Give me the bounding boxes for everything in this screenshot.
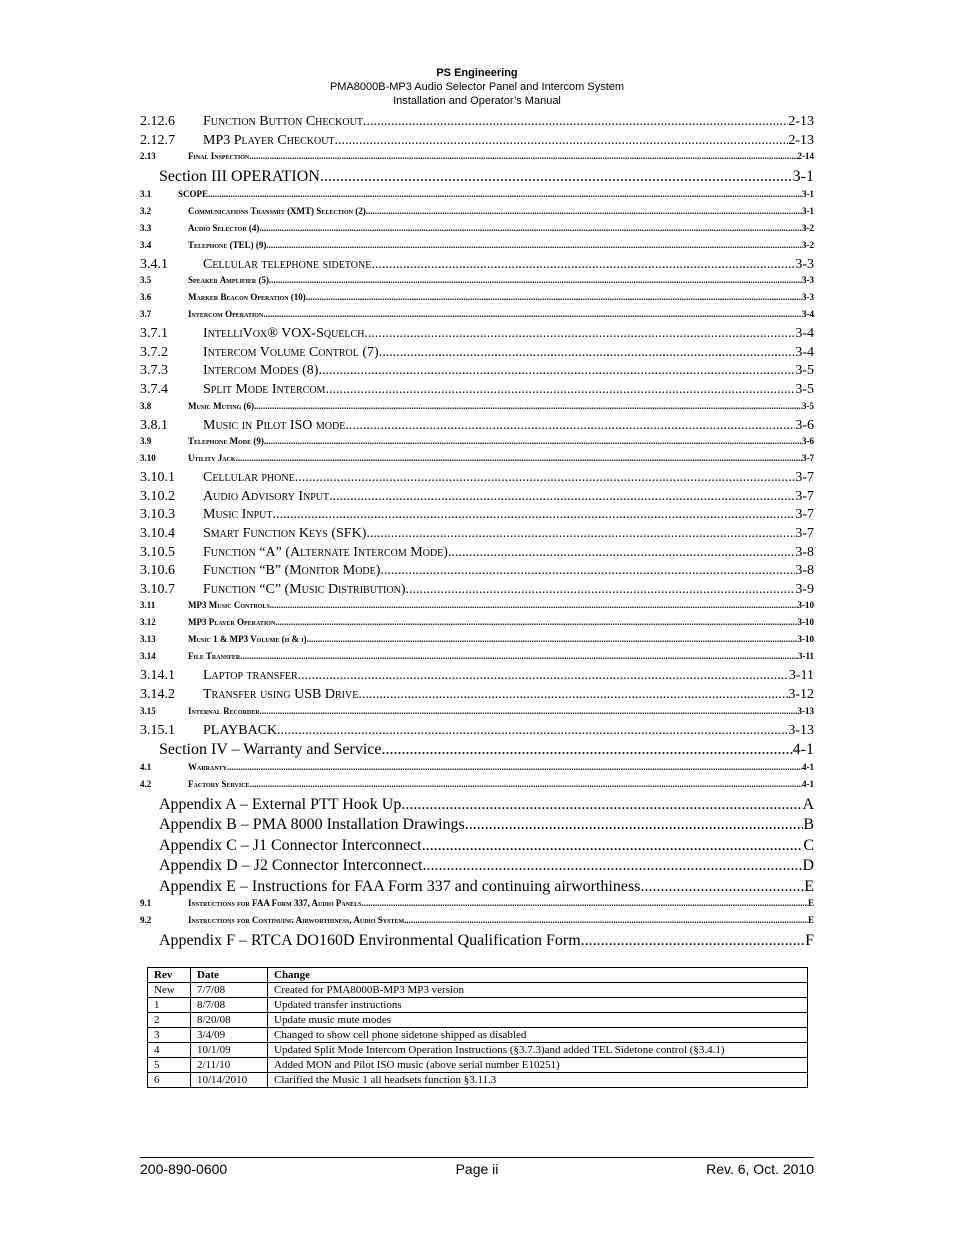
toc-dot-leader — [345, 418, 795, 434]
toc-entry[interactable] — [140, 723, 814, 742]
toc-entry-page: 3-1 — [802, 188, 814, 199]
toc-entry-number: 9.1 — [140, 898, 152, 909]
toc-entry[interactable] — [140, 292, 814, 309]
change-cell: Created for PMA8000B-MP3 MP3 version — [268, 983, 808, 998]
toc-dot-leader — [366, 526, 795, 542]
toc-dot-leader — [320, 168, 793, 186]
toc-entry-title: Appendix A – External PTT Hook Up — [159, 795, 402, 813]
toc-entry[interactable] — [140, 545, 814, 564]
toc-entry-title: Appendix C – J1 Connector Interconnect. — [159, 836, 426, 854]
toc-entry-number: 4.2 — [140, 778, 152, 789]
toc-entry-page: 3-5 — [795, 363, 814, 379]
toc-dot-leader — [581, 932, 805, 950]
toc-entry-number: 2.12.7 — [140, 132, 175, 148]
toc-entry[interactable] — [140, 687, 814, 706]
toc-entry-number: 3.14 — [140, 651, 156, 662]
toc-entry[interactable] — [140, 668, 814, 687]
toc-entry-page: 3-1 — [802, 205, 814, 216]
toc-entry-title: Intercom Operation — [188, 309, 264, 320]
toc-entry-title: Utility Jack — [188, 453, 236, 464]
toc-entry-page: 3-8 — [795, 563, 814, 579]
rev-cell: 2 — [148, 1013, 191, 1028]
toc-entry-title: Instructions for FAA Form 337, Audio Panels — [188, 898, 362, 909]
toc-entry-title: Marker Beacon Operation (10) — [188, 292, 306, 303]
toc-entry-title: Telephone Mode (9) — [188, 436, 264, 447]
toc-entry-page: 2-13 — [788, 132, 814, 148]
toc-entry[interactable] — [140, 563, 814, 582]
date-cell: 2/11/10 — [191, 1058, 268, 1073]
toc-entry-page: 3-7 — [795, 470, 814, 486]
revision-table — [147, 967, 808, 1088]
revision-header-row — [148, 968, 808, 983]
toc-entry[interactable] — [140, 651, 814, 668]
table-row — [148, 1073, 808, 1088]
toc-dot-leader — [266, 240, 802, 250]
date-cell: 7/7/08 — [191, 983, 268, 998]
toc-dot-leader — [363, 114, 788, 130]
toc-entry-page: 4-1 — [802, 761, 814, 772]
toc-entry-page: 4-1 — [802, 778, 814, 789]
toc-entry[interactable] — [140, 470, 814, 489]
toc-entry-page: 2-13 — [788, 114, 814, 129]
toc-dot-leader — [318, 363, 795, 379]
toc-entry-title: Appendix D – J2 Connector Interconnect — [159, 857, 423, 875]
toc-dot-leader — [259, 223, 802, 233]
toc-dot-leader — [277, 723, 788, 739]
toc-dot-leader — [263, 309, 802, 319]
toc-entry-title: Appendix E – Instructions for FAA Form 337 and continuing airworthiness — [159, 877, 641, 895]
toc-dot-leader — [236, 453, 802, 463]
toc-entry[interactable] — [140, 932, 814, 953]
column-header-date: Date — [191, 968, 268, 983]
rev-cell: 4 — [148, 1043, 191, 1058]
toc-entry-number: 3.7 — [140, 309, 152, 320]
toc-entry-number: 2.13 — [140, 151, 156, 162]
toc-entry-number: 4.1 — [140, 761, 152, 772]
company-name: PS Engineering — [436, 67, 518, 79]
change-cell: Update music mute modes — [268, 1013, 808, 1028]
footer-revision: Rev. 6, Oct. 2010 — [706, 1161, 814, 1177]
toc-entry-number: 3.10.4 — [140, 526, 175, 542]
change-cell: Clarified the Music 1 all headsets function §3.11.3 — [268, 1073, 808, 1088]
toc-entry[interactable] — [140, 526, 814, 545]
toc-dot-leader — [406, 582, 796, 598]
toc-entry[interactable] — [140, 240, 814, 257]
toc-dot-leader — [298, 668, 789, 684]
toc-dot-leader — [208, 189, 802, 199]
toc-entry-number: 3.5 — [140, 275, 152, 286]
toc-dot-leader — [366, 206, 802, 216]
toc-entry-title: Music Muting (6) — [188, 400, 254, 411]
toc-entry-number: 2.12.6 — [140, 114, 175, 129]
toc-entry-page: 3-4 — [795, 326, 814, 342]
toc-entry-page: C — [803, 836, 814, 854]
toc-entry-page: 3-10 — [797, 617, 814, 628]
toc-entry[interactable] — [140, 326, 814, 345]
table-of-contents — [140, 114, 814, 953]
toc-dot-leader — [254, 401, 802, 411]
toc-entry-page: A — [802, 795, 814, 813]
toc-entry-page: 3-11 — [797, 651, 814, 662]
toc-entry-title: PLAYBACK — [203, 722, 278, 738]
toc-dot-leader — [275, 617, 797, 627]
toc-entry-title: File Transfer — [188, 651, 241, 662]
toc-entry-title: SCOPE — [178, 188, 209, 199]
toc-entry-title: Cellular telephone sidetone — [203, 256, 372, 272]
toc-entry-title: Appendix B – PMA 8000 Installation Drawings — [159, 816, 465, 834]
toc-entry-page: 4-1 — [792, 741, 814, 759]
toc-entry-title: Music in Pilot ISO mode — [203, 417, 346, 433]
toc-entry[interactable] — [140, 507, 814, 526]
toc-entry[interactable] — [140, 489, 814, 508]
toc-entry-number: 3.14.2 — [140, 687, 175, 702]
toc-entry[interactable] — [140, 436, 814, 453]
toc-entry[interactable] — [140, 779, 814, 796]
toc-entry-page: 3-3 — [802, 292, 814, 303]
date-cell: 10/14/2010 — [191, 1073, 268, 1088]
toc-entry[interactable] — [140, 151, 814, 168]
toc-entry-title: Transfer using USB Drive — [203, 687, 359, 702]
toc-entry-page: E — [807, 915, 814, 926]
toc-entry[interactable] — [140, 257, 814, 276]
toc-entry-title: Smart Function Keys (SFK) — [203, 526, 367, 542]
table-row — [148, 1013, 808, 1028]
toc-entry-number: 3.10.1 — [140, 470, 175, 486]
toc-dot-leader — [306, 292, 802, 302]
toc-entry-page: 3-8 — [795, 544, 814, 560]
toc-entry-title: Appendix F – RTCA DO160D Environmental Qualification Form — [159, 932, 581, 950]
toc-entry-number: 3.14.1 — [140, 668, 175, 684]
date-cell: 8/20/08 — [191, 1013, 268, 1028]
toc-entry-page: E — [807, 898, 814, 909]
toc-entry-number: 3.8.1 — [140, 417, 168, 433]
toc-entry-title: Communications Transmit (XMT) Selection (2) — [188, 205, 366, 216]
date-cell: 10/1/09 — [191, 1043, 268, 1058]
toc-entry[interactable] — [140, 189, 814, 206]
toc-entry-title: Function “C” (Music Distribution) — [203, 581, 406, 597]
toc-entry-number: 3.7.2 — [140, 344, 168, 360]
toc-entry[interactable] — [140, 634, 814, 651]
toc-dot-leader — [264, 436, 802, 446]
toc-entry-number: 3.1 — [140, 188, 152, 199]
toc-entry[interactable] — [140, 275, 814, 292]
toc-entry-title: Final Inspection — [188, 151, 250, 162]
toc-entry-page: 3-12 — [788, 687, 814, 702]
toc-entry-title: Internal Recorder — [188, 705, 260, 716]
toc-dot-leader — [371, 257, 795, 273]
toc-dot-leader — [380, 563, 795, 579]
rev-cell: 1 — [148, 998, 191, 1013]
toc-entry[interactable] — [140, 223, 814, 240]
toc-entry-title: Audio Selector (4) — [188, 222, 260, 233]
toc-entry-page: 3-7 — [795, 507, 814, 523]
toc-entry-number: 3.4 — [140, 239, 152, 250]
toc-entry-number: 3.10.5 — [140, 544, 175, 560]
toc-entry-page: 3-4 — [795, 344, 814, 360]
footer-phone: 200-890-0600 — [140, 1161, 228, 1177]
toc-dot-leader — [250, 779, 802, 789]
column-header-rev: Rev — [148, 968, 191, 983]
toc-dot-leader — [295, 470, 796, 486]
toc-entry-number: 3.4.1 — [140, 256, 168, 272]
change-cell: Added MON and Pilot ISO music (above serial number E10251) — [268, 1058, 808, 1073]
manual-title: Installation and Operator’s Manual — [393, 95, 561, 107]
toc-dot-leader — [640, 878, 804, 896]
toc-entry-title: Telephone (TEL) (9) — [188, 239, 267, 250]
toc-entry-page: 3-2 — [802, 239, 814, 250]
toc-entry-page: 3-13 — [797, 705, 814, 716]
toc-entry[interactable] — [140, 418, 814, 437]
toc-entry-page: 3-7 — [795, 488, 814, 504]
toc-entry-title: Intercom Volume Control (7) — [203, 344, 379, 360]
toc-entry-number: 3.2 — [140, 205, 152, 216]
toc-entry-page: B — [803, 816, 814, 834]
toc-dot-leader — [249, 151, 797, 161]
toc-entry-number: 3.15 — [140, 705, 156, 716]
toc-entry[interactable] — [140, 168, 814, 189]
toc-entry[interactable] — [140, 816, 814, 837]
page-header — [0, 66, 954, 108]
toc-entry[interactable] — [140, 762, 814, 779]
toc-entry-page: 3-10 — [797, 600, 814, 611]
toc-dot-leader — [269, 275, 802, 285]
toc-dot-leader — [448, 545, 795, 561]
toc-dot-leader — [227, 762, 802, 772]
toc-entry-title: Function “A” (Alternate Intercom Mode) — [203, 544, 448, 560]
toc-entry-page: 3-9 — [795, 581, 814, 597]
table-row — [148, 998, 808, 1013]
change-cell: Updated Split Mode Intercom Operation Instructions (§3.7.3)and added TEL Sidetone control (§3.4.1) — [268, 1043, 808, 1058]
page-footer — [140, 1161, 814, 1181]
rev-cell: 6 — [148, 1073, 191, 1088]
footer-page-number: Page ii — [455, 1161, 499, 1177]
toc-entry-page: 3-4 — [802, 309, 814, 320]
toc-entry-number: 3.6 — [140, 292, 152, 303]
toc-entry[interactable] — [140, 309, 814, 326]
toc-entry-title: Cellular phone — [203, 470, 295, 486]
product-name: PMA8000B-MP3 Audio Selector Panel and Intercom System — [329, 81, 625, 93]
toc-entry[interactable] — [140, 796, 814, 817]
toc-entry-title: Function “B” (Monitor Mode) — [203, 563, 381, 579]
toc-entry[interactable] — [140, 898, 814, 915]
toc-entry-page: 3-2 — [802, 222, 814, 233]
toc-dot-leader — [422, 857, 802, 875]
toc-dot-leader — [465, 816, 804, 834]
toc-entry-title: Split Mode Intercom — [203, 382, 326, 398]
toc-dot-leader — [361, 898, 808, 908]
toc-dot-leader — [273, 507, 796, 523]
toc-entry[interactable] — [140, 617, 814, 634]
toc-entry-title: Music Input — [203, 507, 273, 523]
toc-entry-number: 3.3 — [140, 222, 152, 233]
toc-entry-page: 3-13 — [788, 722, 814, 738]
toc-dot-leader — [404, 915, 808, 925]
toc-entry-title: Function Button Checkout — [203, 114, 363, 129]
toc-dot-leader — [426, 837, 804, 855]
toc-entry[interactable] — [140, 857, 814, 878]
toc-entry[interactable] — [140, 878, 814, 899]
rev-cell: New — [148, 983, 191, 998]
toc-entry-title: Audio Advisory Input — [203, 488, 330, 504]
toc-entry-title: Section III OPERATION — [159, 168, 320, 186]
table-row — [148, 1058, 808, 1073]
toc-entry[interactable] — [140, 453, 814, 470]
toc-entry-page: 3-1 — [792, 168, 814, 186]
toc-entry-page: D — [802, 857, 814, 875]
toc-entry-number: 3.11 — [140, 600, 156, 611]
toc-dot-leader — [325, 382, 795, 398]
date-cell: 8/7/08 — [191, 998, 268, 1013]
toc-dot-leader — [329, 489, 795, 505]
toc-entry[interactable] — [140, 706, 814, 723]
change-cell: Updated transfer instructions — [268, 998, 808, 1013]
date-cell: 3/4/09 — [191, 1028, 268, 1043]
toc-entry-title: Section IV – Warranty and Service — [159, 741, 382, 759]
toc-entry-number: 3.15.1 — [140, 722, 175, 738]
toc-entry[interactable] — [140, 345, 814, 364]
toc-entry-title: Speaker Amplifier (5) — [188, 275, 270, 286]
toc-entry-title: MP3 Player Operation — [188, 617, 276, 628]
table-row — [148, 983, 808, 998]
toc-entry-page: F — [805, 932, 814, 950]
toc-entry-page: 3-11 — [788, 668, 814, 684]
table-row — [148, 1043, 808, 1058]
toc-entry-title: MP3 Player Checkout — [203, 132, 335, 148]
change-cell: Changed to show cell phone sidetone shipped as disabled — [268, 1028, 808, 1043]
toc-entry-title: IntelliVox® VOX-Squelch — [203, 326, 365, 342]
toc-dot-leader — [364, 326, 795, 342]
toc-dot-leader — [335, 133, 789, 149]
toc-dot-leader — [401, 796, 802, 814]
toc-entry[interactable] — [140, 741, 814, 762]
toc-entry-number: 3.13 — [140, 634, 156, 645]
toc-entry-page: 3-7 — [795, 526, 814, 542]
table-row — [148, 1028, 808, 1043]
toc-entry-number: 3.10.7 — [140, 581, 175, 597]
toc-entry-number: 3.12 — [140, 617, 156, 628]
footer-divider — [140, 1157, 814, 1158]
toc-dot-leader — [240, 651, 798, 661]
toc-dot-leader — [379, 345, 796, 361]
toc-entry[interactable] — [140, 401, 814, 418]
toc-entry[interactable] — [140, 915, 814, 932]
toc-entry-page: 3-6 — [802, 436, 814, 447]
toc-entry[interactable] — [140, 837, 814, 858]
toc-entry-title: Laptop transfer — [203, 668, 298, 684]
toc-entry-title: Factory Service — [188, 778, 250, 789]
toc-entry-number: 9.2 — [140, 915, 152, 926]
toc-entry-page: 3-3 — [795, 256, 814, 272]
toc-entry[interactable] — [140, 133, 814, 152]
toc-entry-page: 3-3 — [802, 275, 814, 286]
toc-entry[interactable] — [140, 363, 814, 382]
toc-entry-number: 3.7.1 — [140, 326, 168, 342]
toc-entry-number: 3.8 — [140, 400, 152, 411]
toc-entry-title: Instructions for Continuing Airworthiness, Audio System — [188, 915, 405, 926]
toc-dot-leader — [270, 600, 798, 610]
toc-entry-title: MP3 Music Controls — [188, 600, 270, 611]
rev-cell: 3 — [148, 1028, 191, 1043]
column-header-change: Change — [268, 968, 808, 983]
toc-entry-page: E — [804, 877, 814, 895]
toc-entry-page: 2-14 — [797, 151, 814, 162]
toc-entry[interactable] — [140, 600, 814, 617]
toc-entry-number: 3.10.6 — [140, 563, 175, 579]
toc-dot-leader — [260, 706, 798, 716]
toc-entry[interactable] — [140, 582, 814, 601]
toc-entry-title: Warranty — [188, 761, 227, 772]
toc-entry[interactable] — [140, 382, 814, 401]
toc-entry-title: Music 1 & MP3 Volume (h & i) — [188, 634, 307, 645]
rev-cell: 5 — [148, 1058, 191, 1073]
toc-entry-number: 3.10.2 — [140, 488, 175, 504]
toc-entry-number: 3.7.3 — [140, 363, 168, 379]
toc-entry-number: 3.10.3 — [140, 507, 175, 523]
toc-entry-page: 3-7 — [802, 453, 814, 464]
toc-entry-page: 3-6 — [795, 417, 814, 433]
toc-entry-number: 3.10 — [140, 453, 156, 464]
toc-entry-page: 3-10 — [797, 634, 814, 645]
toc-entry-page: 3-5 — [795, 382, 814, 398]
toc-dot-leader — [358, 687, 788, 703]
toc-entry[interactable] — [140, 114, 814, 133]
toc-entry-number: 3.9 — [140, 436, 152, 447]
toc-dot-leader — [382, 741, 793, 759]
toc-entry[interactable] — [140, 206, 814, 223]
toc-dot-leader — [307, 634, 798, 644]
toc-entry-page: 3-5 — [802, 400, 814, 411]
toc-entry-title: Intercom Modes (8) — [203, 363, 319, 379]
toc-entry-number: 3.7.4 — [140, 382, 168, 398]
